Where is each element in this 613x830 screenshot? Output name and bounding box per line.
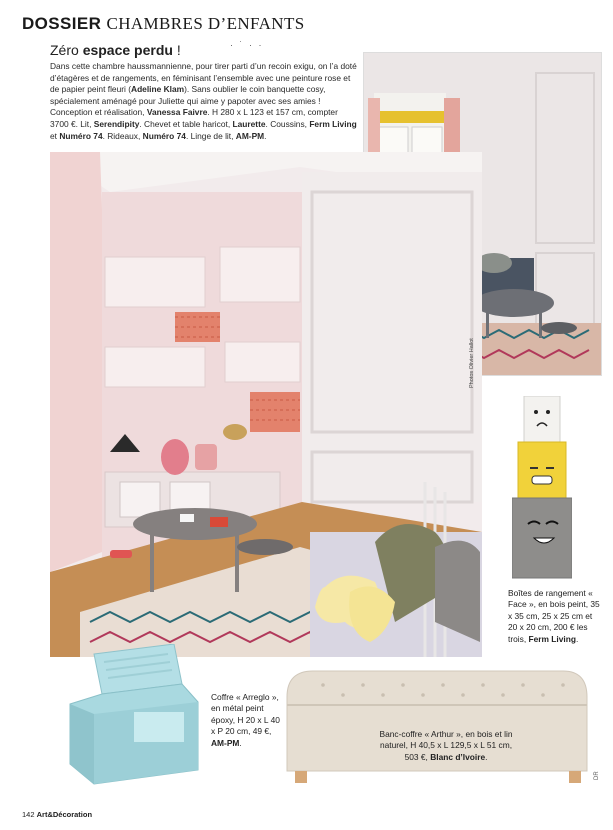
photo-alcove-illustration (50, 152, 482, 657)
caption-boxes-end: . (575, 633, 579, 644)
caption-coffre-text: Coffre « Arreglo », en métal peint époxy, H 20 x L 40 x P 20 cm, 49 €, (211, 692, 280, 737)
intro-brand: AM-PM (235, 130, 265, 141)
intro-brand: Laurette (232, 118, 266, 129)
coffre-arreglo-illustration (64, 644, 204, 790)
intro-text: . H 280 x L 123 et 157 cm, compter 3700 €. Lit, (50, 107, 338, 129)
decorative-marks: · ˙ · · (230, 40, 264, 50)
banc-arthur-illustration (283, 667, 593, 787)
intro-text: ). Sans oublier le coin banquette cosy, spécialement aménagé pour Juliette qui aime y papoter avec ses amies ! Conception et réalisation, (50, 84, 326, 118)
page-number: 142 (22, 810, 35, 819)
magazine-name: Art&Décoration (36, 810, 93, 819)
photo-credit: Photos Olivier Hallot (469, 338, 475, 388)
section-title-rest: CHAMBRES D’ENFANTS (106, 14, 305, 33)
caption-coffre (211, 692, 283, 749)
intro-text: . Chevet et table haricot, (139, 118, 233, 129)
caption-boxes (508, 588, 602, 645)
intro-text: Dans cette chambre haussmannienne, pour tirer parti d’un recoin exigu, on l’a doté d’étagères et de rangements, en féminisant l’ensemble avec une peinture rose et de papier peint fleuri ( (50, 61, 357, 95)
caption-coffre-end: . (239, 737, 242, 748)
intro-text: . Coussins, (265, 118, 310, 129)
caption-coffre-brand: AM-PM (211, 737, 240, 748)
subtitle-end: ! (172, 42, 181, 58)
intro-brand: Serendipity (93, 118, 140, 129)
photo-alcove (50, 152, 482, 657)
caption-boxes-text: Boîtes de rangement « Face », en bois peint, 35 x 35 cm, 25 x 25 cm et 20 x 20 cm, 200 € les trois, (508, 588, 600, 644)
intro-text: et (50, 130, 60, 141)
intro-text: . Linge de lit, (185, 130, 236, 141)
intro-text: . (264, 130, 267, 141)
section-title (22, 14, 305, 34)
intro-brand: Adeline Klam (131, 84, 185, 95)
article-intro (50, 61, 358, 142)
intro-brand: Ferm Living (309, 118, 357, 129)
intro-text: . Rideaux, (102, 130, 143, 141)
face-boxes-illustration (512, 396, 572, 581)
caption-banc (376, 729, 516, 763)
intro-brand: Vanessa Faivre (146, 107, 208, 118)
intro-brand: Numéro 74 (142, 130, 186, 141)
article-subtitle (50, 42, 181, 58)
subtitle-light: Zéro (50, 42, 83, 58)
dr-credit: DR (594, 771, 600, 780)
caption-banc-end: . (485, 751, 488, 762)
intro-brand: Numéro 74 (59, 130, 103, 141)
section-title-bold: DOSSIER (22, 14, 102, 33)
caption-boxes-brand: Ferm Living (528, 633, 576, 644)
page-footer (22, 810, 92, 819)
caption-banc-text: Banc-coffre « Arthur », en bois et lin naturel, H 40,5 x L 129,5 x L 51 cm, 503 €, (379, 729, 513, 762)
caption-banc-brand: Blanc d’Ivoire (430, 751, 486, 762)
subtitle-bold: espace perdu (82, 42, 173, 58)
